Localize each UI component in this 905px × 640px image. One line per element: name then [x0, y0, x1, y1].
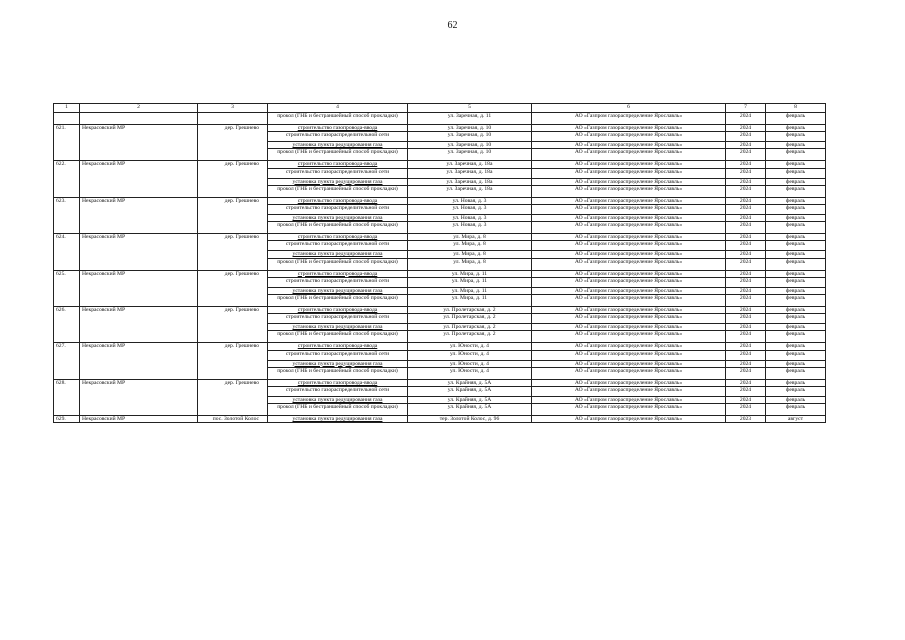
column-header-2: 2 — [80, 104, 198, 113]
table-body — [54, 113, 826, 423]
cell-address: ул. Новая, д. 3 — [408, 222, 532, 234]
cell-work: прокол (ГНБ и бестраншейный способ прокладки) — [268, 367, 408, 379]
cell-month: февраль — [766, 178, 826, 185]
table-row — [54, 270, 826, 277]
cell-address: ул. Новая, д. 3 — [408, 205, 532, 215]
table-row — [54, 343, 826, 350]
cell-year: 2024 — [726, 387, 766, 397]
cell-address: ул. Пролетарская, д. 2 — [408, 331, 532, 343]
cell-year: 2024 — [726, 178, 766, 185]
cell-district: Некрасовский МР — [80, 343, 198, 379]
cell-num: 621. — [54, 125, 80, 161]
cell-year: 2023 — [726, 416, 766, 423]
cell-district: Некрасовский МР — [80, 307, 198, 343]
cell-month: февраль — [766, 125, 826, 132]
cell-year: 2024 — [726, 350, 766, 360]
cell-locality: дер. Грешнево — [198, 379, 268, 415]
cell-work: установка пункта редуцирования газа — [268, 416, 408, 423]
cell-year: 2024 — [726, 142, 766, 149]
cell-address: ул. Заречная, д. 10 — [408, 142, 532, 149]
cell-work: установка пункта редуцирования газа — [268, 142, 408, 149]
cell-year: 2024 — [726, 295, 766, 307]
cell-org: АО «Газпром газораспределение Ярославль» — [532, 387, 726, 397]
cell-work: установка пункта редуцирования газа — [268, 324, 408, 331]
cell-district: Некрасовский МР — [80, 270, 198, 306]
cell-month: февраль — [766, 379, 826, 386]
cell-year: 2024 — [726, 113, 766, 125]
cell-address: ул. Крайняя, д. 5А — [408, 387, 532, 397]
cell-year: 2024 — [726, 215, 766, 222]
cell-num: 623. — [54, 197, 80, 233]
cell-work: строительство газораспределительной сети — [268, 314, 408, 324]
cell-num — [54, 113, 80, 125]
cell-org: АО «Газпром газораспределение Ярославль» — [532, 178, 726, 185]
cell-org: АО «Газпром газораспределение Ярославль» — [532, 404, 726, 416]
cell-address: ул. Мира, д. 8 — [408, 234, 532, 241]
cell-year: 2024 — [726, 234, 766, 241]
cell-address: ул. Юности, д. 4 — [408, 360, 532, 367]
cell-address: ул. Мира, д. 11 — [408, 295, 532, 307]
cell-year: 2024 — [726, 197, 766, 204]
cell-year: 2024 — [726, 132, 766, 142]
cell-address: ул. Заречная, д. 10 — [408, 125, 532, 132]
cell-work: прокол (ГНБ и бестраншейный способ прокладки) — [268, 295, 408, 307]
cell-org: АО «Газпром газораспределение Ярославль» — [532, 205, 726, 215]
cell-org: АО «Газпром газораспределение Ярославль» — [532, 185, 726, 197]
cell-work: прокол (ГНБ и бестраншейный способ прокладки) — [268, 149, 408, 161]
cell-district: Некрасовский МР — [80, 379, 198, 415]
table-row — [54, 125, 826, 132]
cell-work: прокол (ГНБ и бестраншейный способ прокладки) — [268, 331, 408, 343]
cell-work: строительство газораспределительной сети — [268, 277, 408, 287]
carry-row — [54, 113, 826, 125]
cell-locality: дер. Грешнево — [198, 307, 268, 343]
cell-org: АО «Газпром газораспределение Ярославль» — [532, 287, 726, 294]
cell-year: 2024 — [726, 205, 766, 215]
cell-work: установка пункта редуцирования газа — [268, 397, 408, 404]
cell-org: АО «Газпром газораспределение Ярославль» — [532, 251, 726, 258]
cell-org: АО «Газпром газораспределение Ярославль» — [532, 314, 726, 324]
works-table — [53, 103, 826, 423]
cell-year: 2024 — [726, 324, 766, 331]
cell-year: 2024 — [726, 397, 766, 404]
cell-org: АО «Газпром газораспределение Ярославль» — [532, 379, 726, 386]
cell-district: Некрасовский МР — [80, 197, 198, 233]
cell-locality — [198, 113, 268, 125]
cell-org: АО «Газпром газораспределение Ярославль» — [532, 161, 726, 168]
cell-org: АО «Газпром газораспределение Ярославль» — [532, 350, 726, 360]
cell-month: февраль — [766, 197, 826, 204]
table-row — [54, 234, 826, 241]
cell-org: АО «Газпром газораспределение Ярославль» — [532, 241, 726, 251]
cell-org: АО «Газпром газораспределение Ярославль» — [532, 215, 726, 222]
cell-month: февраль — [766, 113, 826, 125]
cell-month: февраль — [766, 360, 826, 367]
cell-num: 629. — [54, 416, 80, 423]
cell-work: установка пункта редуцирования газа — [268, 215, 408, 222]
cell-month: февраль — [766, 241, 826, 251]
cell-address: ул. Мира, д. 8 — [408, 258, 532, 270]
table-row-last — [54, 416, 826, 423]
cell-org: АО «Газпром газораспределение Ярославль» — [532, 324, 726, 331]
cell-year: 2024 — [726, 185, 766, 197]
cell-year: 2024 — [726, 277, 766, 287]
cell-month: февраль — [766, 404, 826, 416]
cell-locality: пос. Золотой Колос — [198, 416, 268, 423]
cell-org: АО «Газпром газораспределение Ярославль» — [532, 132, 726, 142]
cell-month: февраль — [766, 142, 826, 149]
cell-address: ул. Заречная, д. 18а — [408, 178, 532, 185]
cell-locality: дер. Грешнево — [198, 197, 268, 233]
cell-address: ул. Заречная, д. 18а — [408, 161, 532, 168]
cell-year: 2024 — [726, 307, 766, 314]
cell-org: АО «Газпром газораспределение Ярославль» — [532, 222, 726, 234]
cell-org: АО «Газпром газораспределение Ярославль» — [532, 295, 726, 307]
cell-locality: дер. Грешнево — [198, 234, 268, 270]
cell-address: ул. Мира, д. 11 — [408, 270, 532, 277]
works-table-container — [53, 103, 825, 423]
cell-year: 2024 — [726, 258, 766, 270]
cell-month: февраль — [766, 295, 826, 307]
cell-month: февраль — [766, 149, 826, 161]
cell-work: строительство газопровода-ввода — [268, 343, 408, 350]
column-header-6: 6 — [532, 104, 726, 113]
cell-month: февраль — [766, 397, 826, 404]
cell-num: 624. — [54, 234, 80, 270]
cell-year: 2024 — [726, 149, 766, 161]
cell-year: 2024 — [726, 241, 766, 251]
cell-address: ул. Заречная, д. 10 — [408, 149, 532, 161]
cell-work: строительство газопровода-ввода — [268, 270, 408, 277]
cell-work: строительство газопровода-ввода — [268, 379, 408, 386]
column-header-1: 1 — [54, 104, 80, 113]
cell-num: 627. — [54, 343, 80, 379]
cell-month: февраль — [766, 161, 826, 168]
cell-org: АО «Газпром газораспределение Ярославль» — [532, 234, 726, 241]
cell-month: февраль — [766, 234, 826, 241]
cell-org: АО «Газпром газораспределение Ярославль» — [532, 113, 726, 125]
cell-org: АО «Газпром газораспределение Ярославль» — [532, 331, 726, 343]
cell-month: февраль — [766, 251, 826, 258]
cell-work: строительство газораспределительной сети — [268, 132, 408, 142]
cell-year: 2024 — [726, 367, 766, 379]
cell-org: АО «Газпром газораспределение Ярославль» — [532, 270, 726, 277]
cell-org: АО «Газпром газораспределение Ярославль» — [532, 416, 726, 423]
column-header-8: 8 — [766, 104, 826, 113]
cell-month: февраль — [766, 367, 826, 379]
page-number: 62 — [447, 20, 458, 31]
table-row — [54, 307, 826, 314]
cell-address: ул. Мира, д. 8 — [408, 241, 532, 251]
cell-work: установка пункта редуцирования газа — [268, 178, 408, 185]
cell-month: февраль — [766, 324, 826, 331]
cell-num: 622. — [54, 161, 80, 197]
cell-address: ул. Пролетарская, д. 2 — [408, 307, 532, 314]
cell-month: февраль — [766, 314, 826, 324]
cell-year: 2024 — [726, 343, 766, 350]
table-row — [54, 197, 826, 204]
cell-work: строительство газопровода-ввода — [268, 197, 408, 204]
cell-org: АО «Газпром газораспределение Ярославль» — [532, 277, 726, 287]
cell-num: 625. — [54, 270, 80, 306]
cell-work: строительство газораспределительной сети — [268, 168, 408, 178]
cell-year: 2024 — [726, 222, 766, 234]
cell-month: февраль — [766, 222, 826, 234]
cell-work: установка пункта редуцирования газа — [268, 360, 408, 367]
cell-work: прокол (ГНБ и бестраншейный способ прокладки) — [268, 404, 408, 416]
cell-month: февраль — [766, 185, 826, 197]
cell-org: АО «Газпром газораспределение Ярославль» — [532, 307, 726, 314]
cell-work: строительство газораспределительной сети — [268, 241, 408, 251]
cell-district: Некрасовский МР — [80, 125, 198, 161]
cell-address: ул. Мира, д. 11 — [408, 287, 532, 294]
cell-address: ул. Мира, д. 11 — [408, 277, 532, 287]
cell-work: прокол (ГНБ и бестраншейный способ прокладки) — [268, 113, 408, 125]
cell-org: АО «Газпром газораспределение Ярославль» — [532, 397, 726, 404]
cell-locality: дер. Грешнево — [198, 125, 268, 161]
cell-address: ул. Юности, д. 4 — [408, 343, 532, 350]
cell-work: строительство газораспределительной сети — [268, 205, 408, 215]
cell-year: 2024 — [726, 314, 766, 324]
cell-address: ул. Заречная, д. 11 — [408, 113, 532, 125]
cell-address: ул. Заречная, д. 10 — [408, 132, 532, 142]
cell-district — [80, 113, 198, 125]
cell-month: февраль — [766, 205, 826, 215]
cell-month: февраль — [766, 215, 826, 222]
cell-work: строительство газопровода-ввода — [268, 125, 408, 132]
table-row — [54, 379, 826, 386]
cell-district: Некрасовский МР — [80, 234, 198, 270]
cell-month: февраль — [766, 350, 826, 360]
cell-address: ул. Крайняя, д. 5А — [408, 397, 532, 404]
cell-year: 2024 — [726, 125, 766, 132]
cell-month: февраль — [766, 307, 826, 314]
table-row — [54, 161, 826, 168]
cell-work: строительство газопровода-ввода — [268, 234, 408, 241]
cell-org: АО «Газпром газораспределение Ярославль» — [532, 258, 726, 270]
cell-address: ул. Мира, д. 8 — [408, 251, 532, 258]
cell-num: 628. — [54, 379, 80, 415]
cell-work: прокол (ГНБ и бестраншейный способ прокладки) — [268, 258, 408, 270]
cell-district: Некрасовский МР — [80, 416, 198, 423]
cell-month: февраль — [766, 343, 826, 350]
cell-org: АО «Газпром газораспределение Ярославль» — [532, 149, 726, 161]
cell-year: 2024 — [726, 287, 766, 294]
header-row — [54, 104, 826, 113]
cell-num: 626. — [54, 307, 80, 343]
cell-org: АО «Газпром газораспределение Ярославль» — [532, 367, 726, 379]
cell-year: 2024 — [726, 161, 766, 168]
cell-month: февраль — [766, 387, 826, 397]
column-header-7: 7 — [726, 104, 766, 113]
cell-work: строительство газопровода-ввода — [268, 161, 408, 168]
cell-year: 2024 — [726, 270, 766, 277]
cell-year: 2024 — [726, 404, 766, 416]
cell-address: ул. Крайняя, д. 5А — [408, 404, 532, 416]
cell-work: строительство газораспределительной сети — [268, 350, 408, 360]
cell-locality: дер. Грешнево — [198, 161, 268, 197]
cell-org: АО «Газпром газораспределение Ярославль» — [532, 125, 726, 132]
cell-work: прокол (ГНБ и бестраншейный способ прокладки) — [268, 222, 408, 234]
cell-month: февраль — [766, 168, 826, 178]
cell-work: строительство газораспределительной сети — [268, 387, 408, 397]
cell-work: прокол (ГНБ и бестраншейный способ прокладки) — [268, 185, 408, 197]
cell-work: строительство газопровода-ввода — [268, 307, 408, 314]
cell-year: 2024 — [726, 331, 766, 343]
cell-locality: дер. Грешнево — [198, 270, 268, 306]
cell-locality: дер. Грешнево — [198, 343, 268, 379]
cell-address: ул. Юности, д. 4 — [408, 350, 532, 360]
cell-address: ул. Юности, д. 4 — [408, 367, 532, 379]
cell-org: АО «Газпром газораспределение Ярославль» — [532, 142, 726, 149]
cell-address: ул. Новая, д. 3 — [408, 197, 532, 204]
column-header-4: 4 — [268, 104, 408, 113]
column-header-5: 5 — [408, 104, 532, 113]
cell-month: февраль — [766, 277, 826, 287]
cell-address: ул. Новая, д. 3 — [408, 215, 532, 222]
cell-month: февраль — [766, 287, 826, 294]
cell-address: ул. Заречная, д. 18а — [408, 168, 532, 178]
cell-district: Некрасовский МР — [80, 161, 198, 197]
cell-address: ул. Пролетарская, д. 2 — [408, 324, 532, 331]
column-header-3: 3 — [198, 104, 268, 113]
cell-year: 2024 — [726, 251, 766, 258]
cell-year: 2024 — [726, 168, 766, 178]
cell-org: АО «Газпром газораспределение Ярославль» — [532, 197, 726, 204]
cell-month: февраль — [766, 258, 826, 270]
cell-year: 2024 — [726, 360, 766, 367]
cell-address: ул. Крайняя, д. 5А — [408, 379, 532, 386]
cell-month: февраль — [766, 132, 826, 142]
cell-org: АО «Газпром газораспределение Ярославль» — [532, 168, 726, 178]
cell-month: август — [766, 416, 826, 423]
cell-org: АО «Газпром газораспределение Ярославль» — [532, 343, 726, 350]
cell-month: февраль — [766, 270, 826, 277]
cell-address: ул. Пролетарская, д. 2 — [408, 314, 532, 324]
cell-month: февраль — [766, 331, 826, 343]
cell-address: ул. Заречная, д. 18а — [408, 185, 532, 197]
cell-org: АО «Газпром газораспределение Ярославль» — [532, 360, 726, 367]
cell-year: 2024 — [726, 379, 766, 386]
cell-work: установка пункта редуцирования газа — [268, 287, 408, 294]
cell-address: тер. Золотой Колос, д. 96 — [408, 416, 532, 423]
cell-work: установка пункта редуцирования газа — [268, 251, 408, 258]
